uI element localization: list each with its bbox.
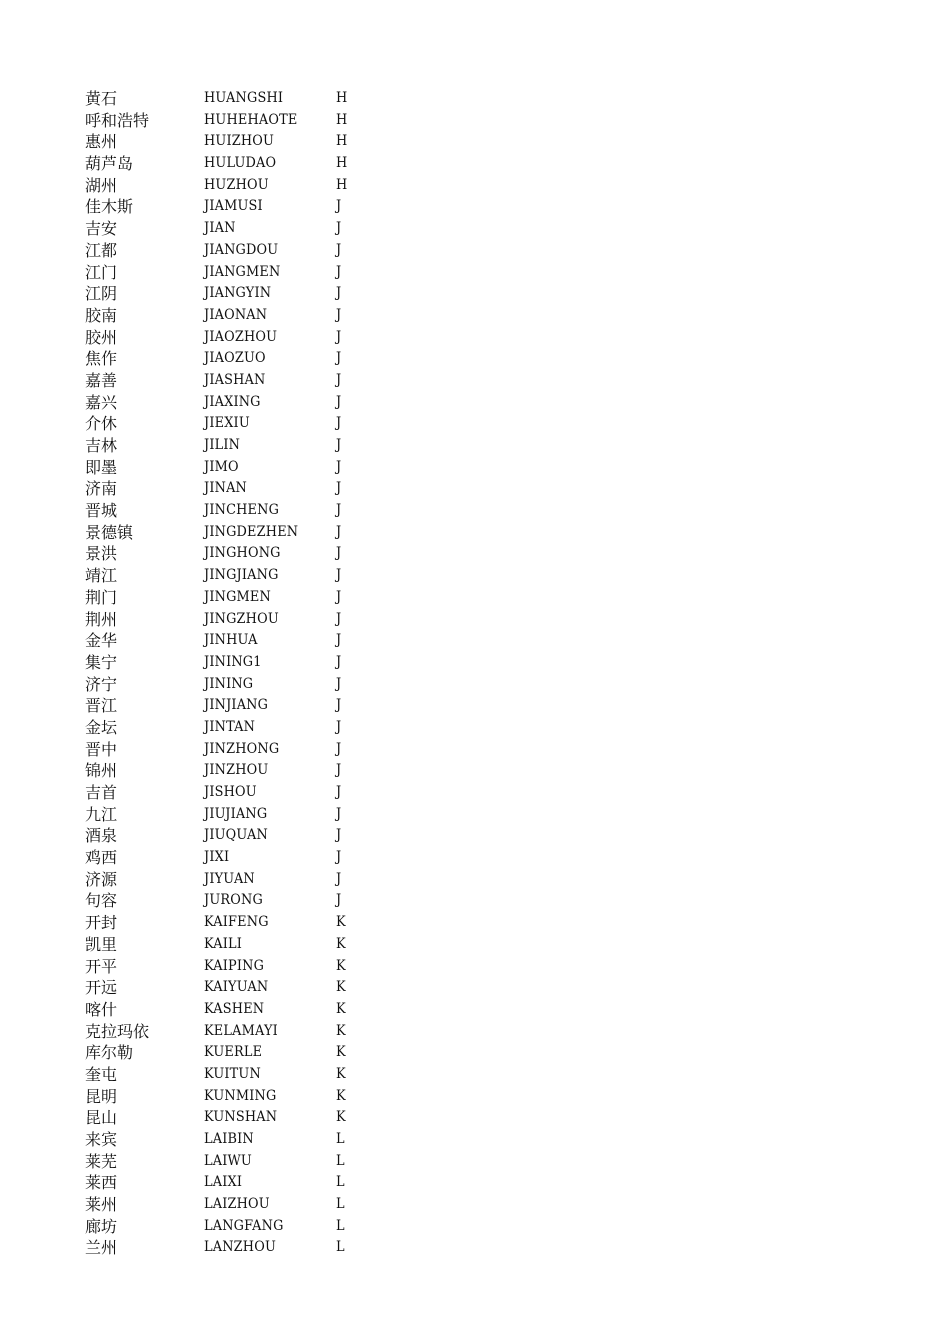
table-row bbox=[85, 88, 385, 110]
table-row bbox=[85, 630, 385, 652]
city-name-pinyin: HUANGSHI bbox=[204, 90, 284, 106]
city-name-chinese: 奎屯 bbox=[85, 1064, 118, 1084]
city-name-chinese: 昆明 bbox=[85, 1086, 118, 1106]
table-row bbox=[85, 1086, 385, 1108]
city-initial-letter: L bbox=[336, 1239, 345, 1256]
city-name-chinese: 昆山 bbox=[85, 1108, 118, 1128]
table-row bbox=[85, 1216, 385, 1238]
table-row bbox=[85, 609, 385, 631]
city-name-pinyin: KAILI bbox=[204, 935, 243, 952]
city-initial-letter: J bbox=[336, 653, 342, 670]
city-initial-letter: L bbox=[336, 1174, 345, 1191]
city-name-chinese: 库尔勒 bbox=[85, 1043, 134, 1063]
city-name-pinyin: JINGDEZHEN bbox=[204, 523, 299, 540]
city-name-chinese: 九江 bbox=[85, 804, 118, 824]
table-row bbox=[85, 153, 385, 175]
city-name-chinese: 句容 bbox=[85, 891, 118, 911]
city-name-chinese: 呼和浩特 bbox=[85, 110, 150, 130]
city-initial-letter: H bbox=[336, 111, 348, 128]
city-name-chinese: 晋中 bbox=[85, 739, 118, 759]
city-name-pinyin: JIUJIANG bbox=[204, 805, 268, 822]
table-row bbox=[85, 652, 385, 674]
city-name-pinyin: LANGFANG bbox=[204, 1217, 284, 1234]
city-name-pinyin: JINTAN bbox=[204, 718, 256, 735]
city-initial-letter: J bbox=[336, 480, 342, 497]
city-initial-letter: J bbox=[336, 610, 342, 627]
city-name-pinyin: LAIBIN bbox=[204, 1131, 254, 1147]
city-name-chinese: 济宁 bbox=[85, 674, 118, 694]
table-row bbox=[85, 565, 385, 587]
city-name-pinyin: JIUQUAN bbox=[204, 827, 268, 844]
city-initial-letter: J bbox=[336, 805, 342, 822]
table-row bbox=[85, 869, 385, 891]
city-initial-letter: K bbox=[336, 935, 346, 952]
table-row bbox=[85, 240, 385, 262]
city-name-chinese: 嘉善 bbox=[85, 370, 118, 390]
city-initial-letter: J bbox=[336, 285, 342, 302]
city-name-chinese: 吉首 bbox=[85, 783, 118, 802]
city-name-pinyin: JIAMUSI bbox=[204, 198, 263, 215]
table-row bbox=[85, 717, 385, 739]
table-row bbox=[85, 1194, 385, 1216]
city-initial-letter: J bbox=[336, 849, 342, 866]
city-initial-letter: J bbox=[336, 328, 342, 345]
city-name-chinese: 江都 bbox=[85, 240, 118, 260]
city-name-chinese: 介休 bbox=[85, 414, 118, 434]
city-name-pinyin: JIXI bbox=[204, 849, 230, 866]
table-row bbox=[85, 131, 385, 153]
city-name-pinyin: KUNMING bbox=[204, 1087, 277, 1104]
city-name-chinese: 晋城 bbox=[85, 501, 118, 521]
city-initial-letter: L bbox=[336, 1217, 345, 1234]
table-row bbox=[85, 782, 385, 804]
city-name-pinyin: KAIYUAN bbox=[204, 979, 269, 996]
city-name-pinyin: KELAMAYI bbox=[204, 1022, 278, 1039]
city-initial-letter: H bbox=[336, 176, 348, 193]
city-name-pinyin: JURONG bbox=[204, 892, 263, 909]
city-name-chinese: 莱州 bbox=[85, 1195, 118, 1215]
city-initial-letter: J bbox=[336, 437, 342, 453]
city-initial-letter: J bbox=[336, 263, 342, 280]
city-name-chinese: 佳木斯 bbox=[85, 197, 134, 217]
city-name-chinese: 胶州 bbox=[85, 327, 118, 347]
city-name-chinese: 开封 bbox=[85, 913, 118, 933]
city-name-pinyin: JINGZHOU bbox=[204, 610, 279, 627]
city-name-pinyin: JIANGDOU bbox=[204, 241, 279, 258]
city-name-chinese: 开平 bbox=[85, 956, 118, 976]
city-name-pinyin: JIAOZUO bbox=[204, 350, 266, 367]
table-row bbox=[85, 847, 385, 869]
table-row bbox=[85, 977, 385, 999]
city-name-pinyin: JIASHAN bbox=[204, 371, 266, 388]
city-name-pinyin: JILIN bbox=[204, 437, 241, 453]
city-name-chinese: 景洪 bbox=[85, 544, 118, 564]
city-initial-letter: K bbox=[336, 1087, 346, 1104]
table-row bbox=[85, 392, 385, 414]
table-row bbox=[85, 500, 385, 522]
city-name-chinese: 兰州 bbox=[85, 1238, 118, 1258]
city-name-chinese: 吉安 bbox=[85, 219, 118, 239]
city-name-pinyin: LAIXI bbox=[204, 1174, 243, 1191]
city-initial-letter: J bbox=[336, 675, 342, 692]
city-initial-letter: J bbox=[336, 458, 342, 475]
city-initial-letter: K bbox=[336, 1109, 346, 1126]
city-initial-letter: K bbox=[336, 1000, 346, 1017]
table-row bbox=[85, 218, 385, 240]
city-initial-letter: K bbox=[336, 1044, 346, 1061]
city-name-pinyin: JIMO bbox=[204, 458, 239, 475]
city-initial-letter: J bbox=[336, 502, 342, 519]
city-initial-letter: K bbox=[336, 1065, 346, 1082]
city-name-pinyin: JINING1 bbox=[204, 653, 262, 670]
city-initial-letter: J bbox=[336, 371, 342, 388]
city-name-chinese: 江门 bbox=[85, 262, 118, 282]
table-row bbox=[85, 327, 385, 349]
city-name-chinese: 克拉玛依 bbox=[85, 1021, 150, 1041]
city-initial-letter: J bbox=[336, 198, 342, 215]
city-name-pinyin: KAIPING bbox=[204, 957, 265, 974]
city-name-chinese: 锦州 bbox=[85, 761, 118, 781]
city-initial-letter: K bbox=[336, 914, 346, 931]
city-name-chinese: 嘉兴 bbox=[85, 392, 118, 412]
city-initial-letter: J bbox=[336, 241, 342, 258]
table-row bbox=[85, 1107, 385, 1129]
city-initial-letter: J bbox=[336, 892, 342, 909]
table-row bbox=[85, 804, 385, 826]
city-name-chinese: 江阴 bbox=[85, 284, 118, 304]
city-name-pinyin: JINZHONG bbox=[204, 740, 280, 757]
city-initial-letter: J bbox=[336, 523, 342, 540]
city-name-pinyin: JINAN bbox=[204, 480, 248, 497]
city-name-chinese: 莱西 bbox=[85, 1173, 118, 1193]
city-name-pinyin: JIAOZHOU bbox=[204, 328, 278, 345]
city-initial-letter: J bbox=[336, 588, 342, 605]
city-name-pinyin: JIAONAN bbox=[204, 306, 268, 323]
city-initial-letter: K bbox=[336, 979, 346, 996]
city-name-pinyin: JINGMEN bbox=[204, 588, 271, 605]
city-name-pinyin: LAIWU bbox=[204, 1152, 252, 1169]
city-name-pinyin: JINING bbox=[204, 675, 254, 692]
table-row bbox=[85, 543, 385, 565]
city-name-pinyin: JINGJIANG bbox=[204, 567, 279, 584]
city-name-pinyin: HUZHOU bbox=[204, 176, 269, 193]
city-name-pinyin: HULUDAO bbox=[204, 155, 277, 172]
city-name-pinyin: JIEXIU bbox=[204, 415, 250, 432]
city-name-pinyin: KUITUN bbox=[204, 1065, 261, 1082]
city-name-pinyin: KASHEN bbox=[204, 1000, 265, 1017]
city-initial-letter: H bbox=[336, 133, 348, 150]
table-row bbox=[85, 760, 385, 782]
table-row bbox=[85, 956, 385, 978]
city-name-chinese: 荆州 bbox=[85, 609, 118, 629]
table-row bbox=[85, 1129, 385, 1151]
city-initial-letter: L bbox=[336, 1196, 345, 1213]
city-name-pinyin: KAIFENG bbox=[204, 914, 269, 931]
city-name-chinese: 酒泉 bbox=[85, 826, 118, 846]
city-name-pinyin: LANZHOU bbox=[204, 1239, 277, 1256]
city-name-chinese: 济源 bbox=[85, 869, 118, 889]
city-name-pinyin: JISHOU bbox=[204, 784, 257, 800]
city-name-pinyin: JINCHENG bbox=[204, 502, 280, 519]
city-initial-letter: J bbox=[336, 220, 342, 237]
table-row bbox=[85, 457, 385, 479]
table-row bbox=[85, 283, 385, 305]
table-row bbox=[85, 1151, 385, 1173]
city-name-chinese: 金坛 bbox=[85, 717, 118, 737]
city-name-pinyin: KUERLE bbox=[204, 1044, 263, 1061]
table-row bbox=[85, 110, 385, 132]
table-row bbox=[85, 695, 385, 717]
city-name-pinyin: JINJIANG bbox=[204, 697, 269, 714]
city-name-chinese: 金华 bbox=[85, 631, 118, 651]
table-row bbox=[85, 370, 385, 392]
city-initial-letter: J bbox=[336, 545, 342, 562]
city-name-pinyin: KUNSHAN bbox=[204, 1109, 278, 1126]
city-name-chinese: 开远 bbox=[85, 978, 118, 998]
table-row bbox=[85, 739, 385, 761]
city-name-chinese: 胶南 bbox=[85, 305, 118, 325]
city-initial-letter: H bbox=[336, 90, 348, 106]
city-initial-letter: K bbox=[336, 957, 346, 974]
city-initial-letter: J bbox=[336, 393, 342, 410]
city-name-chinese: 吉林 bbox=[85, 436, 118, 455]
city-initial-letter: J bbox=[336, 740, 342, 757]
city-name-chinese: 凯里 bbox=[85, 934, 118, 954]
table-row bbox=[85, 522, 385, 544]
city-name-chinese: 惠州 bbox=[85, 132, 118, 152]
table-row bbox=[85, 825, 385, 847]
city-name-chinese: 廊坊 bbox=[85, 1216, 118, 1236]
city-name-chinese: 来宾 bbox=[85, 1130, 118, 1149]
table-row bbox=[85, 1064, 385, 1086]
city-name-pinyin: HUIZHOU bbox=[204, 133, 275, 150]
table-row bbox=[85, 305, 385, 327]
table-row bbox=[85, 674, 385, 696]
table-row bbox=[85, 478, 385, 500]
table-row bbox=[85, 348, 385, 370]
city-name-chinese: 晋江 bbox=[85, 696, 118, 716]
table-row bbox=[85, 912, 385, 934]
table-row bbox=[85, 1021, 385, 1043]
city-initial-letter: J bbox=[336, 306, 342, 323]
city-initial-letter: J bbox=[336, 784, 342, 800]
city-initial-letter: L bbox=[336, 1131, 345, 1147]
table-row bbox=[85, 587, 385, 609]
city-initial-letter: J bbox=[336, 827, 342, 844]
city-initial-letter: J bbox=[336, 697, 342, 714]
city-name-chinese: 景德镇 bbox=[85, 522, 134, 542]
city-name-chinese: 荆门 bbox=[85, 587, 118, 607]
city-name-pinyin: JIANGYIN bbox=[204, 285, 272, 302]
city-name-pinyin: JIAXING bbox=[204, 393, 261, 410]
city-name-pinyin: JIANGMEN bbox=[204, 263, 281, 280]
table-row bbox=[85, 890, 385, 912]
table-row bbox=[85, 934, 385, 956]
city-initial-letter: J bbox=[336, 870, 342, 887]
city-name-chinese: 葫芦岛 bbox=[85, 154, 134, 174]
city-name-pinyin: JIYUAN bbox=[204, 870, 255, 887]
table-row bbox=[85, 1172, 385, 1194]
city-initial-letter: K bbox=[336, 1022, 346, 1039]
table-row bbox=[85, 999, 385, 1021]
city-initial-letter: J bbox=[336, 350, 342, 367]
city-name-chinese: 黄石 bbox=[85, 89, 118, 108]
city-initial-letter: H bbox=[336, 155, 348, 172]
city-name-pinyin: HUHEHAOTE bbox=[204, 111, 298, 128]
city-list-table bbox=[85, 88, 385, 1259]
city-name-chinese: 集宁 bbox=[85, 652, 118, 672]
city-initial-letter: J bbox=[336, 567, 342, 584]
city-initial-letter: J bbox=[336, 415, 342, 432]
table-row bbox=[85, 413, 385, 435]
city-name-pinyin: JINGHONG bbox=[204, 545, 281, 562]
city-name-pinyin: JIAN bbox=[204, 220, 236, 237]
city-name-chinese: 喀什 bbox=[85, 999, 118, 1019]
city-name-pinyin: JINZHOU bbox=[204, 762, 269, 779]
table-row bbox=[85, 175, 385, 197]
city-initial-letter: J bbox=[336, 718, 342, 735]
city-name-chinese: 湖州 bbox=[85, 175, 118, 195]
city-name-chinese: 焦作 bbox=[85, 349, 118, 369]
city-name-chinese: 济南 bbox=[85, 479, 118, 499]
city-name-chinese: 鸡西 bbox=[85, 848, 118, 868]
table-row bbox=[85, 1042, 385, 1064]
city-name-chinese: 莱芜 bbox=[85, 1151, 118, 1171]
city-name-pinyin: JINHUA bbox=[204, 632, 258, 649]
table-row bbox=[85, 435, 385, 457]
city-initial-letter: L bbox=[336, 1152, 345, 1169]
table-row bbox=[85, 262, 385, 284]
city-name-chinese: 靖江 bbox=[85, 566, 118, 586]
city-name-chinese: 即墨 bbox=[85, 457, 118, 477]
table-row bbox=[85, 196, 385, 218]
city-name-pinyin: LAIZHOU bbox=[204, 1196, 270, 1213]
city-initial-letter: J bbox=[336, 632, 342, 649]
table-row bbox=[85, 1237, 385, 1259]
city-initial-letter: J bbox=[336, 762, 342, 779]
